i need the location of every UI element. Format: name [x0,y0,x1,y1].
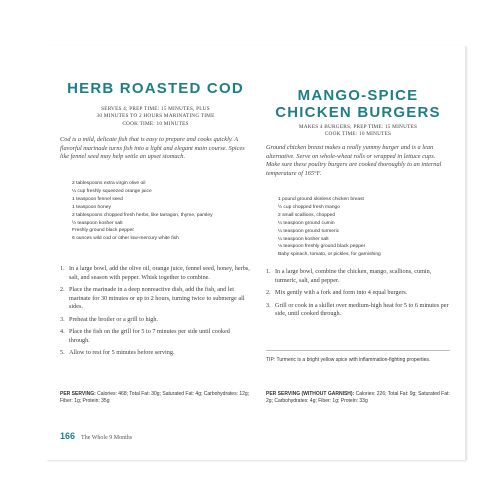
recipe-title [266,87,450,121]
step-number: 5. [60,349,65,356]
recipe-meta [266,124,450,139]
step-number: 4. [60,328,65,335]
meta-line: 30 MINUTES TO 2 HOURS MARINATING TIME [96,113,215,120]
ingredient-item: ¼ cup freshly squeezed orange juice [72,188,152,194]
step-number: 2. [266,289,271,296]
step-item [60,316,251,325]
recipe-title: HERB ROASTED COD [67,80,244,97]
ingredient-list [72,180,251,243]
step-number: 2. [60,286,65,293]
book-page [46,46,466,460]
nutrition-text: Calories: 226; Total Fat: 9g; Saturated Fat: 2g; Carbohydrates: 4g; Fiber: 1g; Protein: 33g [266,391,450,404]
step-item [60,328,251,345]
step-list [266,268,450,323]
ingredient-item: 2 small scallions, chopped [278,212,336,218]
step-number: 3. [266,301,271,309]
recipe-meta [60,106,251,128]
tip-label: TIP: [266,357,276,363]
ingredient-item: 2 tablespoons extra virgin olive oil [72,181,146,186]
ingredient-list [278,196,450,259]
ingredient-item: 1 pound ground skinless chicken breast [278,197,364,202]
meta-line: COOK TIME: 10 MINUTES [324,131,392,138]
book-title: The Whole 9 Months [81,435,133,441]
ingredient-item: 1 teaspoon fennel seed [72,196,123,202]
step-text: Allow to rest for 5 minutes before serving. [69,349,175,356]
step-text: In a large bowl, combine the chicken, mango, scallions, cumin, turmeric, salt, and pepper. [275,268,432,284]
step-text: Place the fish on the grill for 5 to 7 minutes per side until cooked through. [69,328,230,344]
nutrition-info [266,391,450,405]
step-text: Place the marinade in a deep nonreactive dish, add the fish, and let marinate for 30 minutes or up to 2 hours, turning twice to submerge all sides. [69,286,245,310]
ingredient-item: ¼ teaspoon ground cumin [278,220,335,226]
page-footer [60,431,132,441]
tip-box [266,350,450,364]
title-line: MANGO-SPICE [297,87,419,104]
tip-text: Turmeric is a bright yellow spice with inflammation-fighting properties. [276,357,431,363]
step-item [60,265,251,282]
meta-line: MAKES 4 BURGERS; PREP TIME: 15 MINUTES [298,124,418,130]
nutrition-label: PER SERVING (WITHOUT GARNISH): [266,391,355,397]
step-item [60,349,251,358]
meta-line: SERVES 4; PREP TIME: 15 MINUTES, PLUS [101,106,210,112]
step-number: 1. [266,268,271,275]
step-number: 3. [60,315,65,323]
step-text: Grill or cook in a skillet over medium-high heat for 5 to 6 minutes per side, until cooked through. [275,301,449,317]
step-text: Mix gently with a fork and form into 4 equal burgers. [275,289,408,296]
step-item [266,302,450,319]
step-text: Preheat the broiler or a grill to high. [69,315,159,323]
meta-line: COOK TIME: 10 MINUTES [122,120,189,127]
nutrition-info [60,391,251,405]
step-item [266,268,450,285]
nutrition-label: PER SERVING: [60,391,96,397]
ingredient-item: Baby spinach, tomato, or pickles, for garnishing [278,252,381,258]
ingredient-item: 6 ounces wild cod or other low-mercury white fish [72,236,179,242]
step-list [60,265,251,362]
nutrition-text: Calories: 468; Total Fat: 30g; Saturated Fat: 4g; Carbohydrates: 12g; Fiber: 1g; Protein: 35g [60,391,250,404]
ingredient-item: 2 tablespoons chopped fresh herbs, like tarragon, thyme, parsley [72,212,213,218]
step-number: 1. [60,265,65,272]
ingredient-item: ¼ teaspoon kosher salt [278,236,329,242]
step-item [266,289,450,298]
title-line: CHICKEN BURGERS [275,104,441,121]
ingredient-item: 1 teaspoon honey [72,204,111,210]
ingredient-item: Freshly ground black pepper [72,228,134,234]
recipe-intro: Cod is a mild, delicate fish that is easy to prepare and cooks quickly. A flavorful marinade turns fish into a light and elegant main course. Spices like fennel seed may help settle an upset stomach. [60,136,245,161]
step-text: In a large bowl, add the olive oil, orange juice, fennel seed, honey, herbs, salt, and season with pepper. Whisk together to combine. [69,265,250,281]
step-item [60,286,251,312]
ingredient-item: ½ cup chopped fresh mango [278,204,340,210]
ingredient-item: ¼ teaspoon ground turmeric [278,228,340,234]
ingredient-item: ½ teaspoon kosher salt [72,220,123,226]
page-number: 166 [60,431,76,441]
recipe-intro: Ground chicken breast makes a really yummy burger and is a lean alternative. Serve on whole-wheat rolls or wrapped in lettuce cups. Make sure these poultry burgers are cooked thoroughly to an internal temperature of 165°F. [266,144,442,177]
ingredient-item: ⅛ teaspoon freshly ground black pepper [278,244,366,250]
